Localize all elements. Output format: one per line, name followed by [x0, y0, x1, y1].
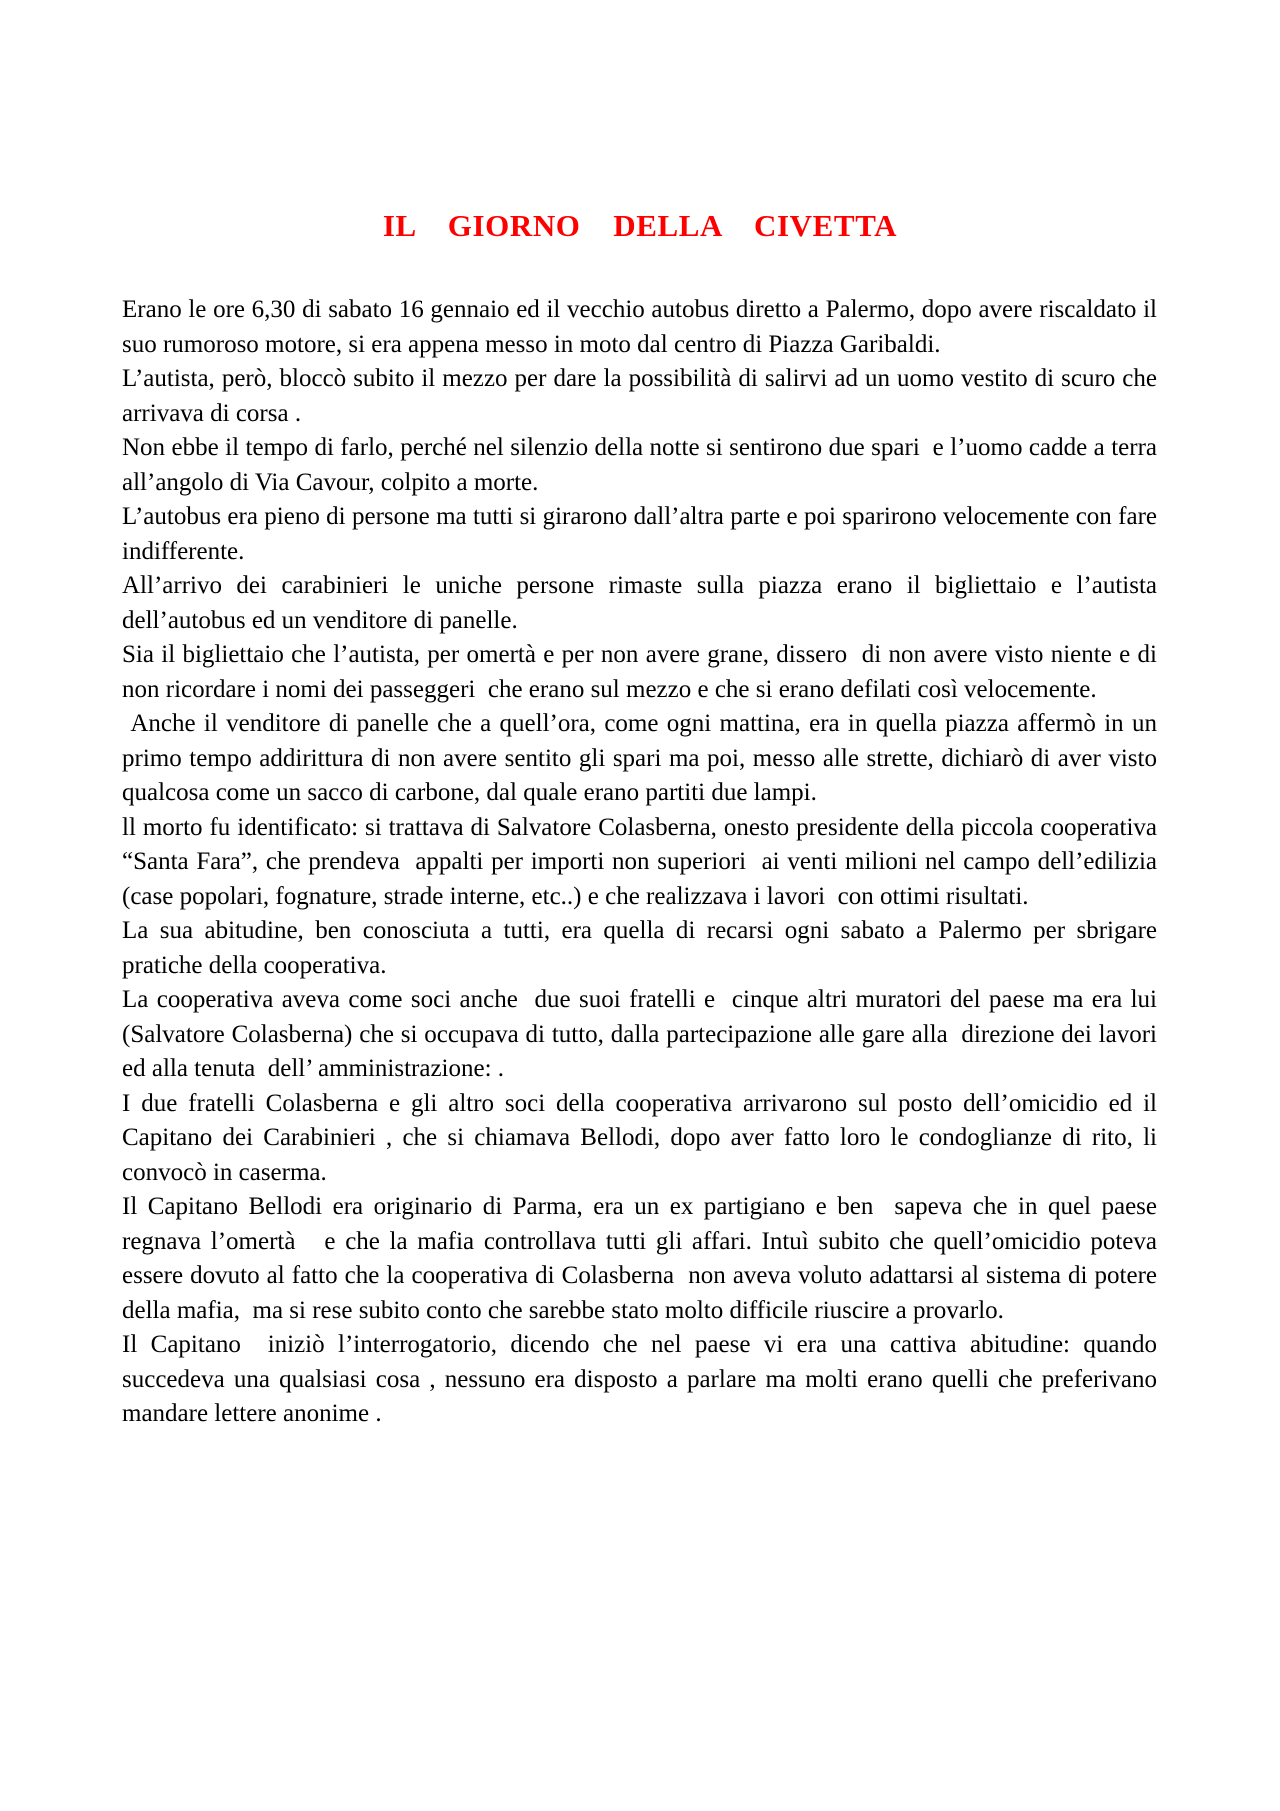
paragraph: Anche il venditore di panelle che a quell’ora, come ogni mattina, era in quella piazza affermò in un primo tempo addirittura di non avere sentito gli spari ma poi, messo alle strette, dichiarò di aver visto qualcosa come un sacco di carbone, dal quale erano partiti due lampi.	[122, 710, 1164, 806]
paragraph: L’autista, però, bloccò subito il mezzo per dare la possibilità di salirvi ad un uomo vestito di scuro che arrivava di corsa .	[122, 365, 1164, 427]
paragraph: Erano le ore 6,30 di sabato 16 gennaio ed il vecchio autobus diretto a Palermo, dopo avere riscaldato il suo rumoroso motore, si era appena messo in moto dal centro di Piazza Garibaldi.	[122, 296, 1164, 358]
paragraph: Il Capitano iniziò l’interrogatorio, dicendo che nel paese vi era una cattiva abitudine: quando succedeva una qualsiasi cosa , nessuno era disposto a parlare ma molti erano quelli che preferivano mandare lettere anonime .	[122, 1331, 1164, 1427]
paragraph: L’autobus era pieno di persone ma tutti si girarono dall’altra parte e poi sparirono velocemente con fare indifferente.	[122, 503, 1164, 565]
paragraph: ll morto fu identificato: si trattava di Salvatore Colasberna, onesto presidente della piccola cooperativa “Santa Fara”, che prendeva appalti per importi non superiori ai venti milioni nel campo dell’edilizia (case popolari, fognature, strade interne, etc..) e che realizzava i lavori con ottimi risultati.	[122, 813, 1164, 910]
paragraph: Non ebbe il tempo di farlo, perché nel silenzio della notte si sentirono due spari e l’uomo cadde a terra all’angolo di Via Cavour, colpito a morte.	[122, 434, 1170, 496]
document-title: IL GIORNO DELLA CIVETTA	[382, 208, 898, 243]
paragraph: I due fratelli Colasberna e gli altro soci della cooperativa arrivarono sul posto dell’omicidio ed il Capitano dei Carabinieri , che si chiamava Bellodi, dopo aver fatto loro le condoglianze di rito, li convocò in caserma.	[122, 1089, 1164, 1186]
paragraph: La sua abitudine, ben conosciuta a tutti, era quella di recarsi ogni sabato a Palermo per sbrigare pratiche della cooperativa.	[122, 917, 1164, 979]
paragraph: La cooperativa aveva come soci anche due suoi fratelli e cinque altri muratori del paese ma era lui (Salvatore Colasberna) che si occupava di tutto, dalla partecipazione alle gare alla direzione dei lavori ed alla tenuta dell’ amministrazione: .	[122, 986, 1164, 1082]
paragraph: Sia il bigliettaio che l’autista, per omertà e per non avere grane, dissero di non avere visto niente e di non ricordare i nomi dei passeggeri che erano sul mezzo e che si erano defilati così velocemente.	[122, 641, 1164, 703]
paragraph: Il Capitano Bellodi era originario di Parma, era un ex partigiano e ben sapeva che in quel paese regnava l’omertà e che la mafia controllava tutti gli affari. Intuì subito che quell’omicidio poteva essere dovuto al fatto che la cooperativa di Colasberna non aveva voluto adattarsi al sistema di potere della mafia, ma si rese subito conto che sarebbe stato molto difficile riuscire a provarlo.	[122, 1193, 1164, 1324]
paragraph: All’arrivo dei carabinieri le uniche persone rimaste sulla piazza erano il bigliettaio e l’autista dell’autobus ed un venditore di panelle.	[122, 572, 1164, 634]
document-body	[122, 293, 1170, 1432]
